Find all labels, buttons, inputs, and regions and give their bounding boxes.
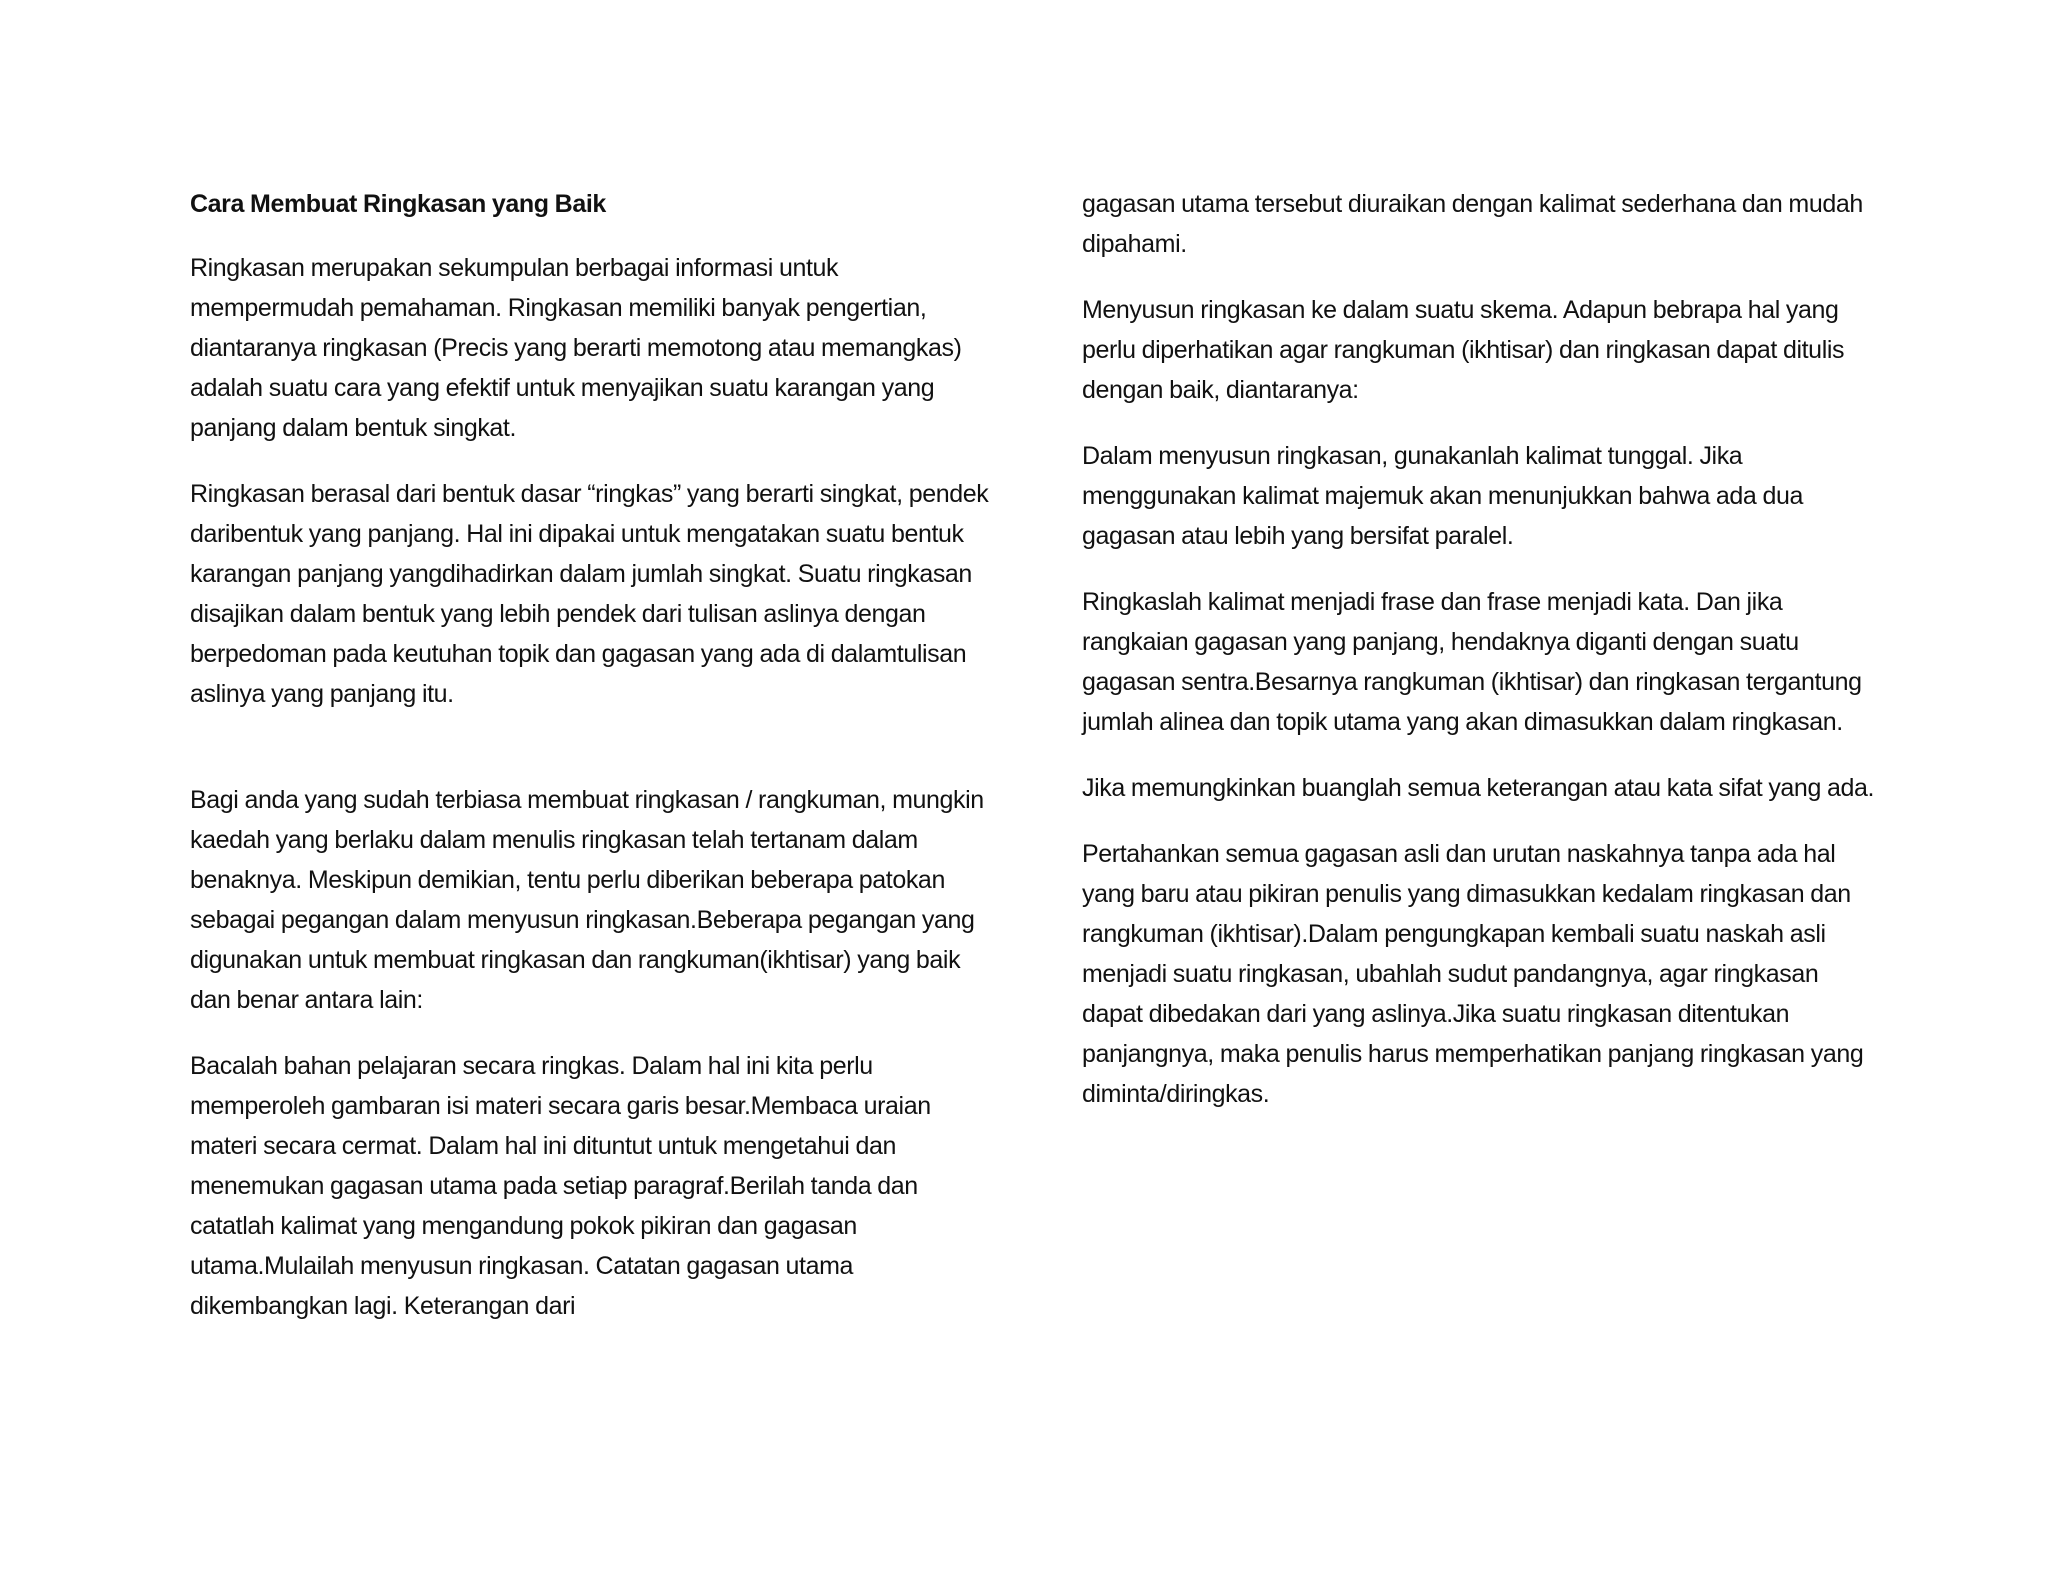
paragraph-origin: Ringkasan berasal dari bentuk dasar “ringkas” yang berarti singkat, pendek daribentuk yang panjang. Hal ini dipakai untuk mengatakan suatu bentuk karangan panjang yangdihadirkan dalam jumlah singkat. Suatu ringkasan disajikan dalam bentuk yang lebih pendek dari tulisan aslinya dengan berpedoman pada keutuhan topik dan gagasan yang ada di dalamtulisan aslinya yang panjang itu. [190, 480, 989, 708]
paragraph-preserve-ideas: Pertahankan semua gagasan asli dan urutan naskahnya tanpa ada hal yang baru atau pikiran penulis yang dimasukkan kedalam ringkasan dan rangkuman (ikhtisar).Dalam pengungkapan kembali suatu naskah asli menjadi suatu ringkasan, ubahlah sudut pandangnya, agar ringkasan dapat dibedakan dari yang aslinya.Jika suatu ringkasan ditentukan panjangnya, maka penulis harus memperhatikan panjang ringkasan yang diminta/diringkas. [1082, 840, 1864, 1108]
paragraph-phrase: Ringkaslah kalimat menjadi frase dan frase menjadi kata. Dan jika rangkaian gagasan yang panjang, hendaknya diganti dengan suatu gagasan sentra.Besarnya rangkuman (ikhtisar) dan ringkasan tergantung jumlah alinea dan topik utama yang akan dimasukkan dalam ringkasan. [1082, 588, 1862, 736]
left-column [190, 184, 1000, 1352]
right-column [1082, 184, 1882, 1140]
paragraph-guidelines-intro: Bagi anda yang sudah terbiasa membuat ringkasan / rangkuman, mungkin kaedah yang berlaku dalam menulis ringkasan telah tertanam dalam benaknya. Meskipun demikian, tentu perlu diberikan beberapa patokan sebagai pegangan dalam menyusun ringkasan.Beberapa pegangan yang digunakan untuk membuat ringkasan dan rangkuman(ikhtisar) yang baik dan benar antara lain: [190, 786, 984, 1014]
paragraph-continuation: gagasan utama tersebut diuraikan dengan kalimat sederhana dan mudah dipahami. [1082, 190, 1863, 258]
paragraph-definition: Ringkasan merupakan sekumpulan berbagai informasi untuk mempermudah pemahaman. Ringkasan memiliki banyak pengertian, diantaranya ringkasan (Precis yang berarti memotong atau memangkas) adalah suatu cara yang efektif untuk menyajikan suatu karangan yang panjang dalam bentuk singkat. [190, 254, 962, 442]
paragraph-schema: Menyusun ringkasan ke dalam suatu skema. Adapun bebrapa hal yang perlu diperhatikan agar rangkuman (ikhtisar) dan ringkasan dapat ditulis dengan baik, diantaranya: [1082, 296, 1845, 404]
paragraph-single-sentence: Dalam menyusun ringkasan, gunakanlah kalimat tunggal. Jika menggunakan kalimat majemuk akan menunjukkan bahwa ada dua gagasan atau lebih yang bersifat paralel. [1082, 442, 1803, 550]
document-title: Cara Membuat Ringkasan yang Baik [190, 190, 606, 218]
paragraph-reading-steps: Bacalah bahan pelajaran secara ringkas. Dalam hal ini kita perlu memperoleh gambaran isi materi secara garis besar.Membaca uraian materi secara cermat. Dalam hal ini dituntut untuk mengetahui dan menemukan gagasan utama pada setiap paragraf.Berilah tanda dan catatlah kalimat yang mengandung pokok pikiran dan gagasan utama.Mulailah menyusun ringkasan. Catatan gagasan utama dikembangkan lagi. Keterangan dari [190, 1052, 931, 1320]
paragraph-remove-adjectives: Jika memungkinkan buanglah semua keterangan atau kata sifat yang ada. [1082, 774, 1875, 802]
